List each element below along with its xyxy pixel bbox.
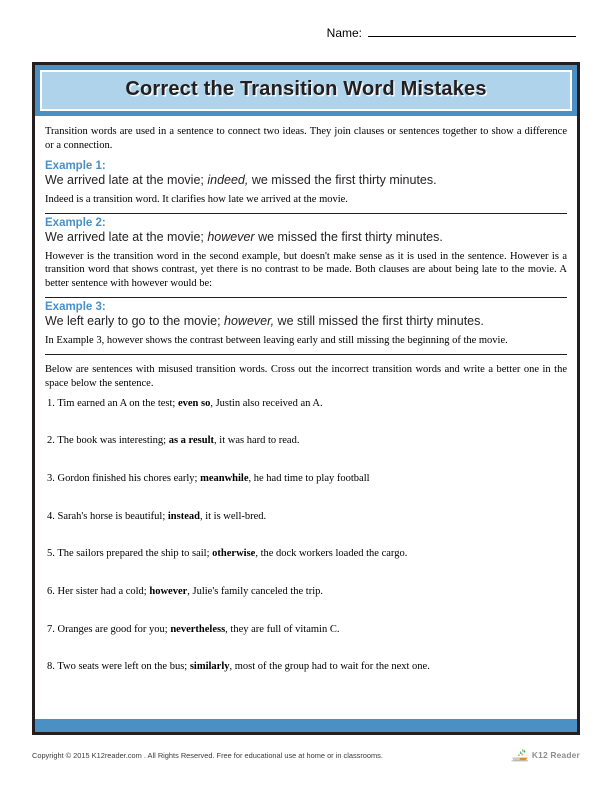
question-text-after: , it was hard to read. [214, 435, 300, 447]
question-text-before: Tim earned an A on the test; [57, 397, 178, 409]
copyright-text: Copyright © 2015 K12reader.com . All Rights Reserved. Free for educational use at home or in classrooms. [32, 750, 383, 760]
example-2-explanation: However is the transition word in the second example, but doesn't make sense as it is used in the sentence. However is a transition word that shows contrast, yet there is no contrast to be made. Both clauses are about being late to the movie. A better sentence with however would be: [45, 250, 567, 290]
question-item [45, 547, 567, 561]
question-list [45, 397, 567, 674]
example-block-1 [45, 160, 567, 207]
example-1-sentence-before: We arrived late at the movie; [45, 172, 208, 187]
example-3-sentence [45, 314, 567, 329]
question-item [45, 434, 567, 448]
instructions-paragraph: Below are sentences with misused transition words. Cross out the incorrect transition words and write a better one in the space below the sentence. [45, 364, 567, 389]
example-1-sentence [45, 173, 567, 188]
question-number: 5. [47, 548, 58, 560]
section-divider [45, 354, 567, 355]
example-3-heading: Example 3: [45, 301, 106, 314]
question-text-after: , most of the group had to wait for the next one. [229, 661, 430, 673]
question-text-after: , Julie's family canceled the trip. [187, 585, 323, 597]
question-text-before: Oranges are good for you; [57, 623, 171, 635]
name-label: Name: [326, 26, 362, 40]
question-text-before: Two seats were left on the bus; [57, 661, 190, 673]
misused-transition-word[interactable]: instead [167, 510, 200, 522]
question-number: 1. [47, 397, 58, 409]
question-number: 4. [47, 510, 58, 522]
example-1-transition-word: indeed, [207, 172, 249, 187]
section-divider [45, 213, 567, 214]
example-2-sentence-before: We arrived late at the movie; [45, 229, 208, 244]
example-block-3 [45, 301, 567, 348]
bottom-accent-bar [35, 719, 577, 732]
intro-paragraph: Transition words are used in a sentence to connect two ideas. They join clauses or sentences together to show a difference or a connection. [45, 126, 567, 151]
question-item [45, 585, 567, 599]
misused-transition-word[interactable]: similarly [189, 661, 230, 673]
question-number: 6. [47, 585, 58, 597]
example-1-heading: Example 1: [45, 159, 106, 172]
question-text-before: Her sister had a cold; [57, 585, 150, 597]
title-banner-inner [40, 70, 572, 111]
example-2-transition-word: however [207, 229, 255, 244]
question-number: 3. [47, 473, 58, 485]
question-text-after: , Justin also received an A. [210, 397, 323, 409]
worksheet-frame [32, 62, 580, 735]
question-text-after: , it is well-bred. [199, 510, 267, 522]
exercise-section [45, 363, 567, 674]
example-3-explanation: In Example 3, however shows the contrast between leaving early and still missing the beginning of the movie. [45, 335, 508, 347]
misused-transition-word[interactable]: nevertheless [170, 623, 226, 635]
section-divider [45, 297, 567, 298]
question-text-before: Sarah's horse is beautiful; [57, 510, 168, 522]
example-block-2 [45, 217, 567, 292]
question-text-after: , the dock workers loaded the cargo. [255, 548, 408, 560]
name-field-row [327, 26, 576, 40]
question-text-before: The sailors prepared the ship to sail; [57, 548, 213, 560]
leaf-book-icon [511, 748, 529, 762]
question-text-before: Gordon finished his chores early; [57, 473, 201, 485]
example-2-sentence-after: we missed the first thirty minutes. [254, 229, 443, 244]
question-number: 7. [47, 623, 58, 635]
example-3-sentence-after: we still missed the first thirty minutes. [274, 314, 484, 329]
question-item [45, 623, 567, 637]
example-2-heading: Example 2: [45, 216, 106, 229]
misused-transition-word[interactable]: as a result [168, 435, 215, 447]
example-3-sentence-before: We left early to go to the movie; [45, 314, 225, 329]
misused-transition-word[interactable]: meanwhile [200, 473, 249, 485]
name-write-line[interactable] [368, 35, 576, 37]
question-item [45, 397, 567, 411]
example-1-explanation: Indeed is a transition word. It clarifies how late we arrived at the movie. [45, 193, 348, 205]
k12reader-logo[interactable] [511, 748, 580, 762]
question-text-before: The book was interesting; [57, 435, 169, 447]
question-item [45, 660, 567, 674]
misused-transition-word[interactable]: otherwise [212, 548, 256, 560]
worksheet-content [35, 116, 577, 674]
example-3-transition-word: however, [224, 314, 275, 329]
question-text-after: , he had time to play football [248, 473, 370, 485]
question-item [45, 510, 567, 524]
misused-transition-word[interactable]: even so [177, 397, 211, 409]
question-number: 8. [47, 661, 58, 673]
k12reader-logo-text: K12 Reader [531, 750, 580, 760]
question-text-after: , they are full of vitamin C. [225, 623, 340, 635]
question-item [45, 472, 567, 486]
misused-transition-word[interactable]: however [149, 585, 188, 597]
page-footer [32, 748, 580, 762]
question-number: 2. [47, 435, 58, 447]
example-2-sentence [45, 230, 567, 245]
example-1-sentence-after: we missed the first thirty minutes. [248, 172, 437, 187]
page-title: Correct the Transition Word Mistakes [125, 78, 487, 100]
title-banner [35, 65, 577, 116]
